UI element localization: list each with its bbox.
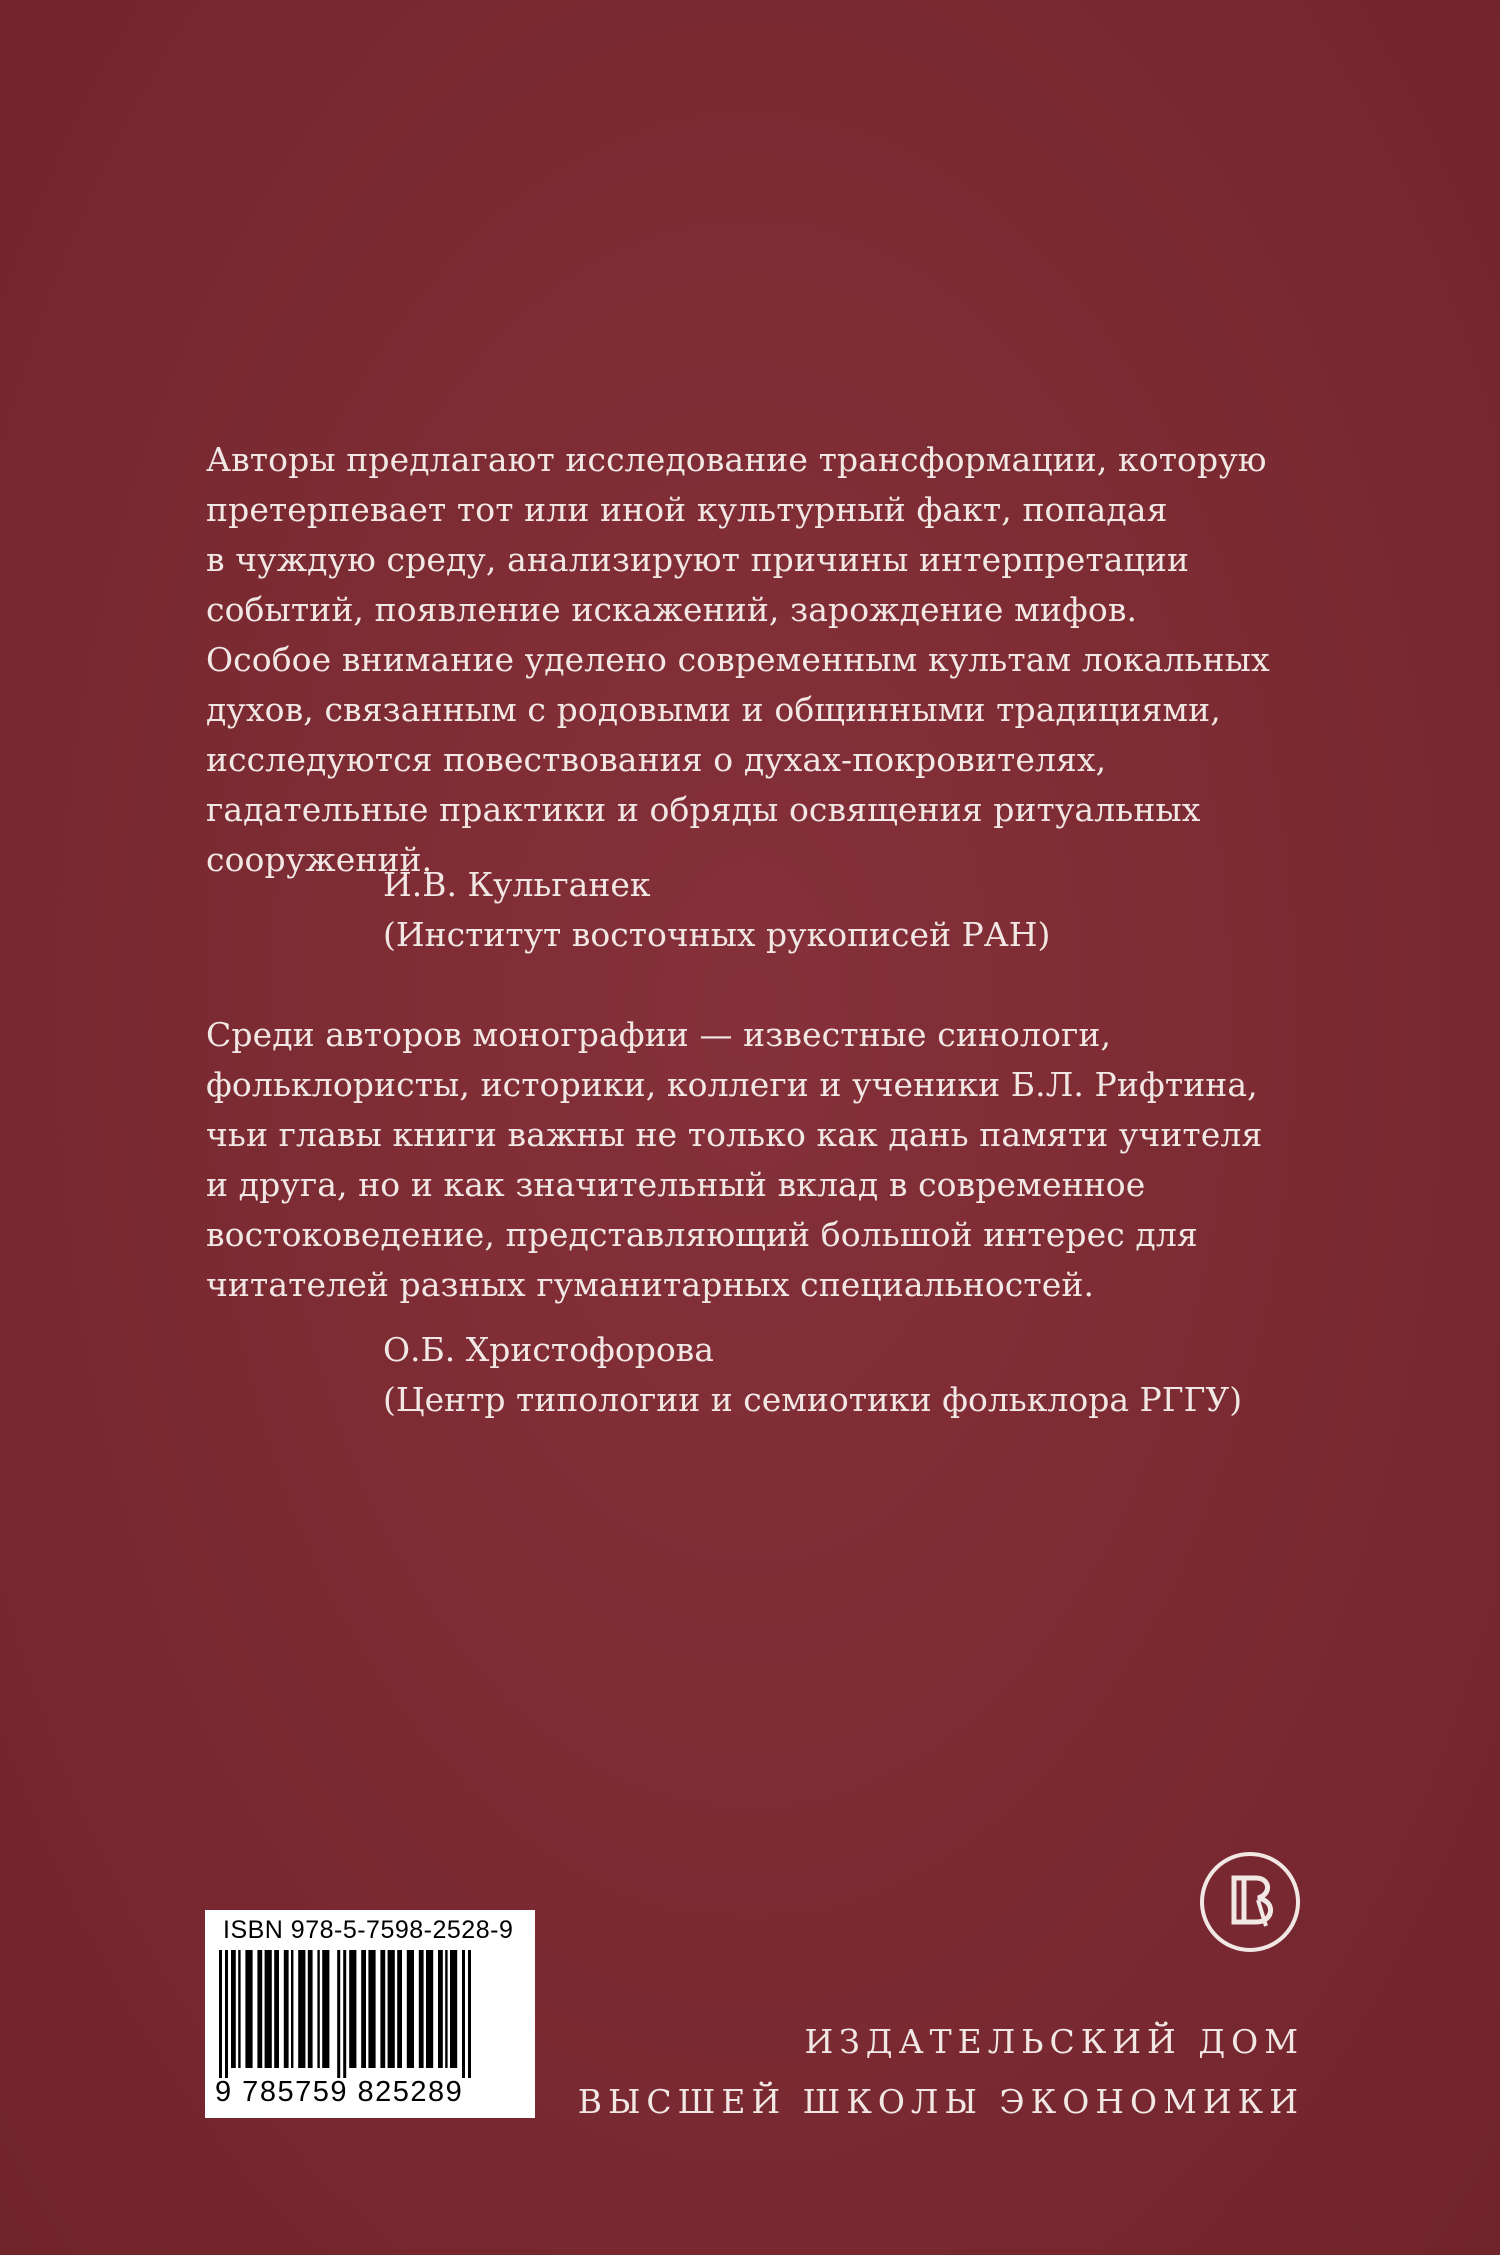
- barcode-bar: [388, 1950, 395, 2068]
- barcode-bar: [468, 1950, 471, 2078]
- review-2-affiliation: (Центр типологии и семиотики фольклора РГГУ): [383, 1380, 1243, 1419]
- review-1-line: претерпевает тот или иной культурный факт, попадая: [206, 490, 1168, 529]
- barcode-bar: [349, 1950, 356, 2068]
- review-1-affiliation: (Институт восточных рукописей РАН): [383, 915, 1051, 954]
- barcode-bar: [231, 1950, 236, 2068]
- barcode-bar: [291, 1950, 293, 2068]
- barcode-bar: [426, 1950, 433, 2068]
- review-2-signature: [383, 1325, 1242, 1425]
- publisher-line-2: ВЫСШЕЙ ШКОЛЫ ЭКОНОМИКИ: [577, 2082, 1304, 2121]
- review-1-line: духов, связанным с родовыми и общинными традициями,: [206, 690, 1221, 729]
- review-1-author: И.В. Кульганек: [383, 865, 651, 904]
- review-2-line: востоковедение, представляющий большой интерес для: [206, 1215, 1198, 1254]
- review-1-signature: [383, 860, 1050, 960]
- isbn-barcode: [205, 1910, 535, 2118]
- barcode-bar: [238, 1950, 240, 2068]
- review-1-line: гадательные практики и обряды освящения ритуальных: [206, 790, 1201, 829]
- review-2-line: фольклористы, историки, коллеги и ученики Б.Л. Рифтина,: [206, 1065, 1258, 1104]
- barcode-bar: [265, 1950, 272, 2068]
- review-1-text: [206, 435, 1326, 885]
- barcode-bar: [219, 1950, 222, 2078]
- barcode-bar: [298, 1950, 305, 2068]
- barcode-bar: [397, 1950, 402, 2068]
- barcode-bar: [368, 1950, 375, 2068]
- hse-logo-icon: [1198, 1850, 1302, 1954]
- barcode-bar: [462, 1950, 465, 2078]
- barcode-bar: [225, 1950, 228, 2078]
- barcode-bar: [419, 1950, 424, 2068]
- review-2-text: [206, 1010, 1326, 1310]
- review-1-line: Особое внимание уделено современным культам локальных: [206, 640, 1270, 679]
- review-2-line: читателей разных гуманитарных специальностей.: [206, 1265, 1095, 1304]
- review-1-line: событий, появление искажений, зарождение мифов.: [206, 590, 1138, 629]
- barcode-bar: [317, 1950, 319, 2068]
- review-1-line: сооружений.: [206, 840, 433, 879]
- barcode-bar: [308, 1950, 313, 2068]
- review-2-line: чьи главы книги важны не только как дань памяти учителя: [206, 1115, 1263, 1154]
- publisher-line-1: ИЗДАТЕЛЬСКИЙ ДОМ: [804, 2022, 1304, 2061]
- barcode-bar: [407, 1950, 414, 2068]
- barcode-bar: [380, 1950, 385, 2068]
- barcode-bars: [219, 1950, 523, 2078]
- barcode-bar: [245, 1950, 252, 2068]
- barcode-bar: [361, 1950, 366, 2068]
- barcode-bar: [438, 1950, 443, 2068]
- review-2-line: Среди авторов монографии — известные синологи,: [206, 1015, 1112, 1054]
- review-2-line: и друга, но и как значительный вклад в современное: [206, 1165, 1146, 1204]
- barcode-bar: [450, 1950, 457, 2068]
- barcode-bar: [343, 1950, 346, 2078]
- barcode-bar: [257, 1950, 262, 2068]
- barcode-bar: [322, 1950, 329, 2068]
- review-2-author: О.Б. Христофорова: [383, 1330, 714, 1369]
- isbn-label: ISBN 978-5-7598-2528-9: [223, 1916, 514, 1944]
- barcode-bar: [274, 1950, 279, 2068]
- barcode-bar: [284, 1950, 289, 2068]
- barcode-bar: [337, 1950, 340, 2078]
- review-1-line: Авторы предлагают исследование трансформации, которую: [206, 440, 1267, 479]
- review-1-line: исследуются повествования о духах-покровителях,: [206, 740, 1107, 779]
- barcode-bar: [445, 1950, 447, 2068]
- ean-digits: 9 785759 825289: [215, 2076, 464, 2108]
- review-1-line: в чуждую среду, анализируют причины интерпретации: [206, 540, 1190, 579]
